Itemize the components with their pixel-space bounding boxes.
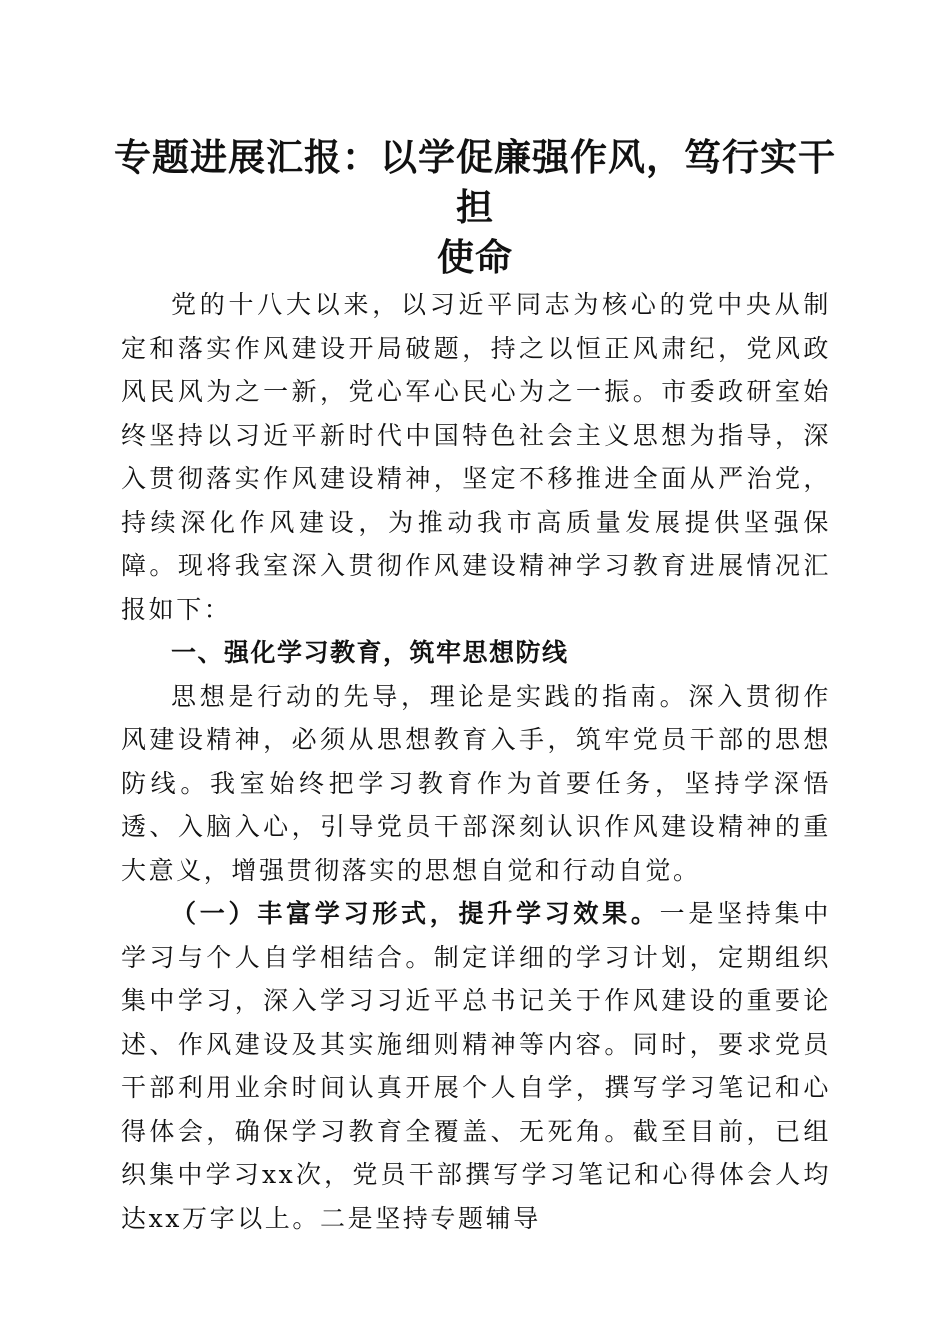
document-title — [110, 132, 840, 282]
intro-paragraph: 党的十八大以来，以习近平同志为核心的党中央从制定和落实作风建设开局破题，持之以恒正风肃纪，党风政风民风为之一新，党心军心民心为之一振。市委政研室始终坚持以习近平新时代中国特色社会主义思想为指导，深入贯彻落实作风建设精神，坚定不移推进全面从严治党，持续深化作风建设，为推动我市高质量发展提供坚强保障。现将我室深入贯彻作风建设精神学习教育进展情况汇报如下： — [121, 290, 831, 624]
subsection-1-heading: （一）丰富学习形式，提升学习效果。 — [171, 899, 660, 928]
section-1-heading: 一、强化学习教育，筑牢思想防线 — [171, 638, 569, 667]
subsection-1-paragraph — [121, 892, 831, 1240]
title-line-1: 专题进展汇报：以学促廉强作风，笃行实干担 — [114, 135, 836, 229]
section-1-paragraph: 思想是行动的先导，理论是实践的指南。深入贯彻作风建设精神，必须从思想教育入手，筑牢党员干部的思想防线。我室始终把学习教育作为首要任务，坚持学深悟透、入脑入心，引导党员干部深刻认识作风建设精神的重大意义，增强贯彻落实的思想自觉和行动自觉。 — [121, 681, 831, 885]
document-body — [121, 283, 831, 1240]
title-line-2: 使命 — [437, 235, 513, 279]
subsection-1-body: 一是坚持集中学习与个人自学相结合。制定详细的学习计划，定期组织集中学习，深入学习习近平总书记关于作风建设的重要论述、作风建设及其实施细则精神等内容。同时，要求党员干部利用业余时间认真开展个人自学，撰写学习笔记和心得体会，确保学习教育全覆盖、无死角。截至目前，已组织集中学习xx次，党员干部撰写学习笔记和心得体会人均达xx万字以上。二是坚持专题辅导 — [121, 899, 831, 1233]
